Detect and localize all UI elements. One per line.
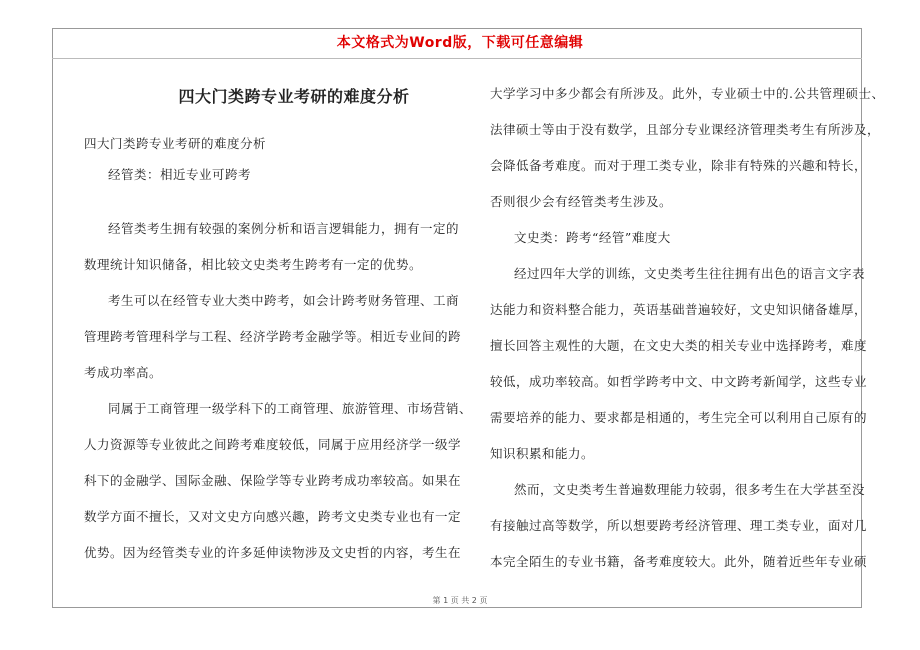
page-number-footer: 第 1 页 共 2 页	[432, 596, 488, 605]
right-column	[490, 76, 885, 580]
paragraph-line: 达能力和资料整合能力，英语基础普遍较好，文史知识储备雄厚，	[490, 302, 868, 317]
document-title: 四大门类跨专业考研的难度分析	[178, 87, 410, 106]
paragraph-line: 然而，文史类考生普遍数理能力较弱，很多考生在大学甚至没	[514, 482, 866, 497]
paragraph-line: 擅长回答主观性的大题，在文史大类的相关专业中选择跨考，难度	[490, 338, 868, 353]
paragraph-line: 数理统计知识储备，相比较文史类考生跨考有一定的优势。	[84, 257, 423, 272]
paragraph-line: 考成功率高。	[84, 365, 163, 380]
banner-divider	[52, 58, 862, 59]
left-column	[84, 80, 473, 571]
blank-line	[84, 187, 464, 211]
paragraph-line: 有接触过高等数学，所以想要跨考经济管理、理工类专业，面对几	[490, 518, 868, 533]
paragraph-line: 优势。因为经管类专业的许多延伸读物涉及文史哲的内容，考生在	[84, 545, 462, 560]
paragraph-line: 较低，成功率较高。如哲学跨考中文、中文跨考新闻学，这些专业	[490, 374, 868, 389]
paragraph-line: 知识积累和能力。	[490, 446, 595, 461]
section-heading-econ: 经管类：相近专业可跨考	[108, 167, 252, 182]
section-heading-humanities: 文史类：跨考“经管”难度大	[514, 230, 671, 245]
paragraph-line: 经过四年大学的训练，文史类考生往往拥有出色的语言文字表	[514, 266, 866, 281]
paragraph-line: 本完全陌生的专业书籍，备考难度较大。此外，随着近些年专业硕	[490, 554, 868, 569]
paragraph-line: 数学方面不擅长，又对文史方向感兴趣，跨考文史类专业也有一定	[84, 509, 462, 524]
paragraph-line: 会降低备考难度。而对于理工类专业，除非有特殊的兴趣和特长，	[490, 158, 868, 173]
paragraph-line: 大学学习中多少都会有所涉及。此外，专业硕士中的.公共管理硕士、	[490, 86, 885, 101]
paragraph-line: 科下的金融学、国际金融、保险学等专业跨考成功率较高。如果在	[84, 473, 462, 488]
paragraph-line: 同属于工商管理一级学科下的工商管理、旅游管理、市场营销、	[108, 401, 473, 416]
paragraph-line: 法律硕士等由于没有数学，且部分专业课经济管理类考生有所涉及，	[490, 122, 881, 137]
subtitle-line: 四大门类跨专业考研的难度分析	[84, 136, 267, 151]
paragraph-line: 否则很少会有经管类考生涉及。	[490, 194, 673, 209]
paragraph-line: 人力资源等专业彼此之间跨考难度较低，同属于应用经济学一级学	[84, 437, 462, 452]
paragraph-line: 需要培养的能力、要求都是相通的，考生完全可以利用自己原有的	[490, 410, 868, 425]
word-format-banner: 本文格式为Word版，下载可任意编辑	[336, 35, 584, 51]
paragraph-line: 考生可以在经管专业大类中跨考，如会计跨考财务管理、工商	[108, 293, 460, 308]
paragraph-line: 管理跨考管理科学与工程、经济学跨考金融学等。相近专业间的跨	[84, 329, 462, 344]
paragraph-line: 经管类考生拥有较强的案例分析和语言逻辑能力，拥有一定的	[108, 221, 460, 236]
